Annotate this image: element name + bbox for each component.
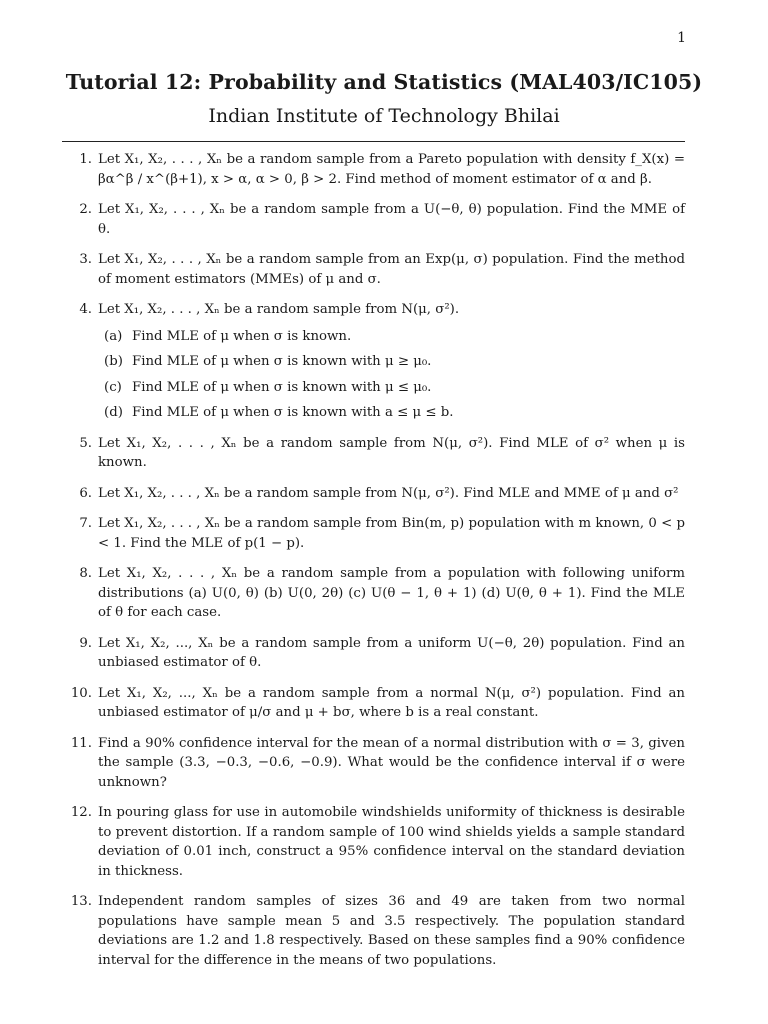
page-title: Tutorial 12: Probability and Statistics (MAL403/IC105)	[65, 70, 703, 94]
problem-4	[62, 300, 685, 423]
problem-number: 8.	[79, 566, 92, 581]
problem-number: 2.	[79, 202, 92, 217]
problem-9	[62, 634, 685, 673]
subpart-label: (d)	[104, 405, 123, 420]
problem-number: 7.	[79, 516, 92, 531]
problem-3	[62, 250, 685, 289]
subpart-text: Find MLE of μ when σ is known with a ≤ μ ≤ b.	[132, 405, 454, 420]
problem-text: Let X₁, X₂, . . . , Xₙ be a random sample from Bin(m, p) population with m known, 0 < p < 1. Find the MLE of p(1 − p).	[98, 516, 685, 551]
subpart-label: (a)	[104, 328, 123, 344]
problem-text: In pouring glass for use in automobile windshields uniformity of thickness is desirable to prevent distortion. If a random sample of 100 wind shields yields a sample standard deviation of 0.01 inch, construct a 95% confidence interval on the standard deviation in thickness.	[98, 805, 685, 879]
subpart-text: Find MLE of μ when σ is known with μ ≤ μ₀.	[132, 379, 432, 395]
problem-number: 11.	[70, 735, 92, 751]
subpart-b	[98, 352, 685, 372]
subpart-text: Find MLE of μ when σ is known.	[132, 328, 352, 344]
problem-1	[62, 150, 685, 189]
problem-number: 3.	[79, 252, 92, 267]
problem-number: 12.	[70, 805, 92, 820]
problem-11	[62, 734, 685, 793]
subpart-d	[98, 403, 685, 423]
problem-7	[62, 514, 685, 553]
problem-text: Let X₁, X₂, . . . , Xₙ be a random sample from a population with following uniform distributions (a) U(0, θ) (b) U(0, 2θ) (c) U(θ − 1, θ + 1) (d) U(θ, θ + 1). Find the MLE of θ for each case.	[98, 566, 685, 620]
problem-text: Let X₁, X₂, . . . , Xₙ be a random sample from an Exp(μ, σ) population. Find the method of moment estimators (MMEs) of μ and σ.	[98, 252, 685, 287]
problem-10	[62, 684, 685, 723]
problem-8	[62, 564, 685, 623]
problem-number: 4.	[79, 302, 92, 317]
problem-number: 13.	[70, 894, 92, 909]
page-number: 1	[677, 30, 686, 46]
subpart-list	[98, 327, 685, 423]
problem-2	[62, 200, 685, 239]
problem-12	[62, 803, 685, 881]
problem-text: Let X₁, X₂, . . . , Xₙ be a random sample from a Pareto population with density f_X(x) = βα^β / x^(β+1), x > α, α > 0, β > 2. Find method of moment estimator of α and β.	[98, 152, 685, 187]
problem-number: 1.	[79, 152, 92, 167]
title-divider	[62, 141, 685, 142]
problem-number: 10.	[70, 685, 92, 701]
problem-number: 9.	[79, 635, 92, 651]
problem-13	[62, 892, 685, 970]
problem-text: Independent random samples of sizes 36 and 49 are taken from two normal populations have sample mean 5 and 3.5 respectively. The population standard deviations are 1.2 and 1.8 respectively. Based on these samples find a 90% confidence interval for the difference in the means of two populations.	[98, 894, 685, 968]
subpart-label: (c)	[104, 379, 122, 395]
problem-text: Let X₁, X₂, ..., Xₙ be a random sample from a uniform U(−θ, 2θ) population. Find an unbiased estimator of θ.	[98, 635, 685, 670]
problem-text: Find a 90% confidence interval for the mean of a normal distribution with σ = 3, given the sample (3.3, −0.3, −0.6, −0.9). What would be the confidence interval if σ were unknown?	[98, 735, 685, 790]
institution-subtitle: Indian Institute of Technology Bhilai	[208, 105, 560, 127]
problem-5	[62, 434, 685, 473]
problem-text: Let X₁, X₂, . . . , Xₙ be a random sample from N(μ, σ²). Find MLE of σ² when μ is known.	[98, 435, 685, 470]
problem-6	[62, 484, 685, 504]
problem-number: 6.	[79, 485, 92, 501]
problem-list	[62, 150, 685, 981]
subpart-text: Find MLE of μ when σ is known with μ ≥ μ₀.	[132, 354, 432, 369]
problem-text: Let X₁, X₂, ..., Xₙ be a random sample from a normal N(μ, σ²) population. Find an unbiased estimator of μ/σ and μ + bσ, where b is a real constant.	[98, 685, 685, 720]
problem-text: Let X₁, X₂, . . . , Xₙ be a random sample from N(μ, σ²). Find MLE and MME of μ and σ²	[98, 485, 679, 501]
problem-text: Let X₁, X₂, . . . , Xₙ be a random sample from a U(−θ, θ) population. Find the MME of θ.	[98, 202, 685, 237]
problem-text: Let X₁, X₂, . . . , Xₙ be a random sample from N(μ, σ²).	[98, 302, 460, 317]
subpart-c	[98, 378, 685, 398]
subpart-a	[98, 327, 685, 347]
subpart-label: (b)	[104, 354, 123, 369]
problem-number: 5.	[79, 435, 92, 451]
